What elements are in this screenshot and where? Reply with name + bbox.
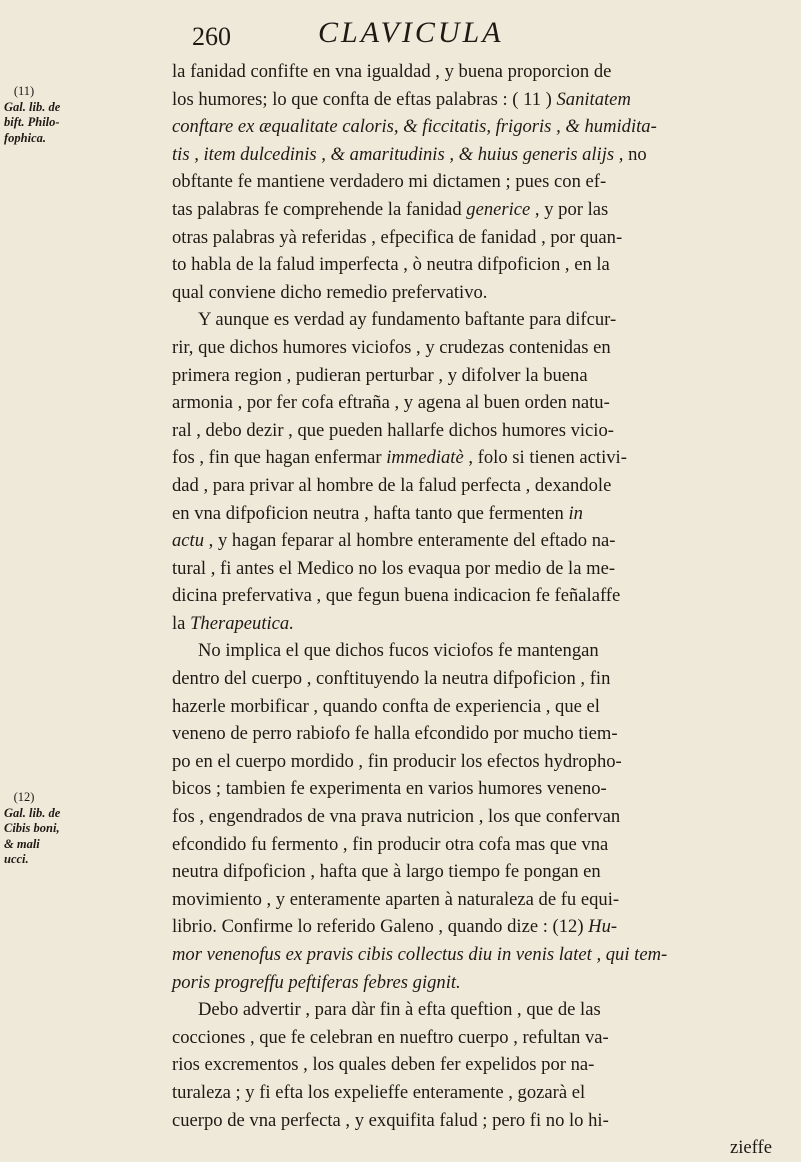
text-run: no [623, 143, 647, 165]
text-line [172, 748, 772, 776]
text-run: turaleza ; y fi efta los expelieffe enteramente , gozarà el [172, 1081, 586, 1103]
text-run: No implica el que dichos fucos viciofos fe mantengan [198, 640, 599, 662]
text-line [172, 279, 772, 307]
text-run: fos , fin que hagan enfermar [172, 447, 387, 469]
text-line [172, 858, 772, 886]
text-run: dicina prefervativa , que fegun buena indicacion fe feñalaffe [172, 585, 621, 607]
text-line [172, 610, 772, 638]
text-run: veneno de perro rabiofo fe halla efcondido por mucho tiem- [172, 723, 618, 745]
text-run: la [172, 612, 191, 634]
text-line [172, 582, 772, 610]
text-run: po en el cuerpo mordido , fin producir los efectos hydropho- [172, 750, 622, 772]
text-line [172, 86, 772, 114]
text-run: ral , debo dezir , que pueden hallarfe dichos humores vicio- [172, 419, 614, 441]
text-line [172, 969, 772, 997]
text-run: bicos ; tambien fe experimenta en varios humores veneno- [172, 778, 607, 800]
text-line [172, 665, 772, 693]
text-line [172, 803, 772, 831]
text-run: rios excrementos , los quales deben fer expelidos por na- [172, 1054, 595, 1076]
text-line [172, 1079, 772, 1107]
text-line [172, 913, 772, 941]
text-run: en vna difpoficion neutra , hafta tanto que fermenten [172, 502, 569, 524]
text-line [172, 251, 772, 279]
text-run: Y aunque es verdad ay fundamento baftante para difcur- [198, 309, 617, 331]
italic-text: Hu- [588, 916, 618, 938]
italic-text: tis , item dulcedinis , & amaritudinis , & huius generis alijs , [172, 143, 624, 165]
text-run: los humores; lo que confta de eftas palabras : ( 11 ) [172, 88, 557, 110]
text-line [172, 472, 772, 500]
text-line [172, 389, 772, 417]
text-run: obftante fe mantiene verdadero mi dictamen ; pues con ef- [172, 171, 607, 193]
text-run: tas palabras fe comprehende la fanidad [172, 198, 467, 220]
text-run: otras palabras yà referidas , efpecifica de fanidad , por quan- [172, 226, 623, 248]
italic-text: Sanitatem [556, 88, 631, 110]
text-run: , y hagan feparar al hombre enteramente del eftado na- [204, 530, 616, 552]
text-run: cuerpo de vna perfecta , y exquifita falud ; pero fi no lo hi- [172, 1109, 609, 1131]
text-line [172, 168, 772, 196]
margin-note-12 [4, 790, 76, 868]
page-number: 260 [192, 22, 231, 51]
text-line [172, 886, 772, 914]
text-line [172, 306, 772, 334]
text-line [172, 831, 772, 859]
text-run: cocciones , que fe celebran en nueftro cuerpo , refultan va- [172, 1026, 609, 1048]
text-line [172, 1107, 772, 1135]
text-line [172, 500, 772, 528]
margin-note-line: Gal. lib. de [4, 99, 61, 114]
text-run: la fanidad confifte en vna igualdad , y buena proporcion de [172, 61, 612, 82]
text-line [172, 941, 772, 969]
text-line [172, 1024, 772, 1052]
text-line [172, 196, 772, 224]
text-line [172, 58, 772, 86]
text-run: efcondido fu fermento , fin producir otra cofa mas que vna [172, 833, 609, 855]
italic-text: poris progreffu peftiferas febres gignit. [172, 971, 461, 993]
text-run: to habla de la falud imperfecta , ò neutra difpoficion , en la [172, 254, 610, 276]
text-line [172, 693, 772, 721]
text-line [172, 1134, 772, 1162]
text-run: armonia , por fer cofa eftraña , y agena al buen orden natu- [172, 392, 610, 414]
text-run: primera region , pudieran perturbar , y difolver la buena [172, 364, 588, 386]
page-header [0, 14, 801, 54]
text-run: tural , fi antes el Medico no los evaqua por medio de la me- [172, 557, 616, 579]
italic-text: conftare ex æqualitate caloris, & ficcitatis, frigoris , & humidita- [172, 116, 657, 138]
text-line [172, 417, 772, 445]
text-run: hazerle morbificar , quando confta de experiencia , que el [172, 695, 600, 717]
text-run: , y por las [530, 198, 609, 220]
text-line [172, 637, 772, 665]
italic-text: immediatè [386, 447, 464, 469]
text-line [172, 113, 772, 141]
text-line [172, 720, 772, 748]
text-run: qual conviene dicho remedio prefervativo. [172, 281, 488, 303]
italic-text: mor venenofus ex pravis cibis collectus diu in venis latet , qui tem- [172, 944, 668, 965]
text-run: rir, que dichos humores viciofos , y crudezas contenidas en [172, 336, 611, 358]
text-line [172, 527, 772, 555]
text-line [172, 555, 772, 583]
margin-note-line: bift. Philo- [4, 115, 60, 129]
text-line [172, 996, 772, 1024]
margin-note-line: Gal. lib. de [4, 805, 61, 820]
text-line [172, 362, 772, 390]
margin-note-ref: (11) [13, 84, 35, 98]
text-run: dad , para privar al hombre de la falud perfecta , dexandole [172, 474, 612, 496]
text-line [172, 141, 772, 169]
text-line [172, 1051, 772, 1079]
margin-note-line: Cibis boni, [4, 821, 60, 835]
text-run: fos , engendrados de vna prava nutricion , los que confervan [172, 806, 621, 828]
body-text [172, 58, 772, 1162]
text-run: dentro del cuerpo , conftituyendo la neutra difpoficion , fin [172, 668, 611, 690]
italic-text: in [568, 502, 583, 524]
margin-note-ref: (12) [13, 790, 35, 804]
running-title: CLAVICULA [318, 16, 504, 49]
italic-text: actu [172, 530, 205, 552]
text-run: neutra difpoficion , hafta que à largo tiempo fe pongan en [172, 861, 601, 883]
text-line [172, 334, 772, 362]
text-line [172, 224, 772, 252]
margin-note-11 [4, 84, 76, 146]
italic-text: Therapeutica. [190, 612, 294, 634]
margin-note-line: ucci. [4, 852, 29, 866]
margin-note-line: & mali [4, 836, 40, 851]
text-run: librio. Confirme lo referido Galeno , quando dize : (12) [172, 916, 589, 938]
text-run: Debo advertir , para dàr fin à efta queftion , que de las [198, 999, 601, 1021]
text-line [172, 775, 772, 803]
text-line [172, 444, 772, 472]
italic-text: generice [466, 198, 531, 220]
text-run: movimiento , y enteramente aparten à naturaleza de fu equi- [172, 888, 620, 910]
text-run: zieffe [730, 1137, 772, 1159]
margin-note-line: fophica. [4, 130, 47, 145]
text-run: , folo si tienen activi- [463, 447, 627, 469]
